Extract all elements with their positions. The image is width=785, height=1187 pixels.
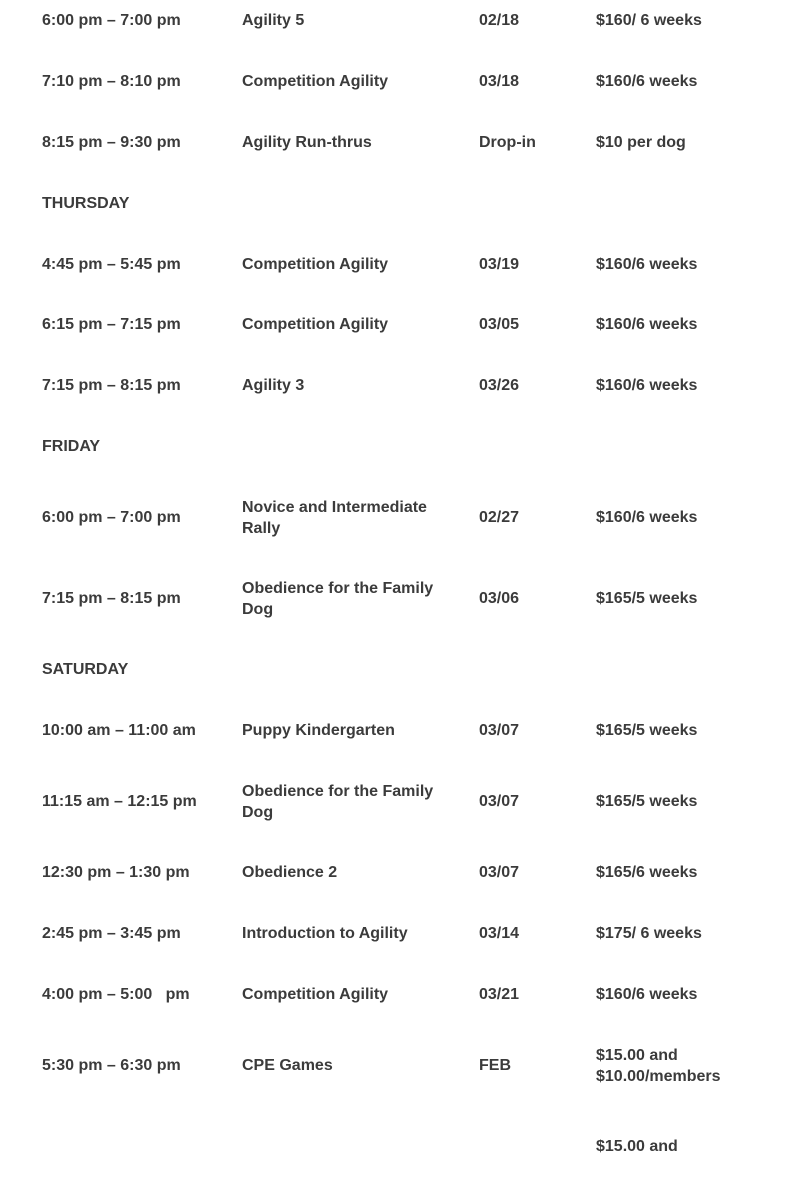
class-row <box>32 355 772 416</box>
class-time: 4:45 pm – 5:45 pm <box>42 255 181 273</box>
class-price: $175/ 6 weeks <box>596 925 702 942</box>
class-start-date: 03/18 <box>479 73 520 90</box>
day-header-row <box>32 173 772 234</box>
class-name: Competition Agility <box>242 255 389 273</box>
class-price: $165/5 weeks <box>596 793 698 810</box>
class-start-date: 03/06 <box>479 590 520 607</box>
class-time: 6:15 pm – 7:15 pm <box>42 316 181 333</box>
class-name: Puppy Kindergarten <box>242 722 395 739</box>
class-price: $15.00 and <box>596 1138 678 1155</box>
class-start-date: 03/26 <box>479 377 520 394</box>
class-time: 5:30 pm – 6:30 pm <box>42 1057 181 1074</box>
class-name: Agility 5 <box>242 12 305 29</box>
class-row <box>32 558 772 639</box>
class-name: Obedience for the Family Dog <box>242 579 434 618</box>
class-time: 11:15 am – 12:15 pm <box>42 793 197 810</box>
class-schedule-table <box>32 0 772 1187</box>
class-start-date: 03/07 <box>479 793 520 810</box>
class-price: $10 per dog <box>596 134 686 151</box>
class-start-date <box>469 1106 586 1187</box>
class-time: 7:15 pm – 8:15 pm <box>42 590 181 607</box>
class-name: Agility Run-thrus <box>242 134 372 151</box>
class-name: Competition Agility <box>242 986 389 1003</box>
class-row <box>32 477 772 558</box>
class-time: 7:10 pm – 8:10 pm <box>42 73 181 90</box>
class-name: Introduction to Agility <box>242 925 408 942</box>
class-price: $160/6 weeks <box>596 316 698 333</box>
class-start-date: Drop-in <box>479 134 536 151</box>
class-name: Novice and Intermediate Rally <box>242 498 427 537</box>
class-row <box>32 903 772 964</box>
class-price: $165/6 weeks <box>596 864 698 881</box>
class-time: 4:00 pm – 5:00 pm <box>42 986 190 1003</box>
class-name: Obedience 2 <box>242 864 338 881</box>
day-header-row <box>32 416 772 477</box>
class-price: $165/5 weeks <box>596 590 698 607</box>
class-name: Competition Agility <box>242 73 389 90</box>
class-row <box>32 294 772 355</box>
class-time: 6:00 pm – 7:00 pm <box>42 509 181 526</box>
class-name: Competition Agility <box>242 316 389 333</box>
class-time <box>32 1106 232 1187</box>
class-time: 12:30 pm – 1:30 pm <box>42 864 190 881</box>
class-row <box>32 964 772 1025</box>
class-row <box>32 234 772 294</box>
class-row <box>32 1106 772 1187</box>
class-row <box>32 51 772 112</box>
class-price: $165/5 weeks <box>596 722 698 739</box>
class-name: Agility 3 <box>242 377 305 394</box>
class-price: $160/6 weeks <box>596 73 698 90</box>
class-row <box>32 761 772 842</box>
class-start-date: 03/07 <box>479 722 520 739</box>
class-start-date: 03/07 <box>479 864 520 881</box>
class-start-date: 03/21 <box>479 986 520 1003</box>
class-price: $160/6 weeks <box>596 509 698 526</box>
class-time: 7:15 pm – 8:15 pm <box>42 377 181 394</box>
class-price: $15.00 and $10.00/members <box>596 1046 721 1085</box>
class-start-date: 02/18 <box>479 12 520 29</box>
class-start-date: 03/19 <box>479 255 520 273</box>
class-start-date: 03/14 <box>479 925 520 942</box>
day-label: SATURDAY <box>42 661 129 678</box>
class-price: $160/ 6 weeks <box>596 12 702 29</box>
class-price: $160/6 weeks <box>596 255 698 273</box>
class-time: 8:15 pm – 9:30 pm <box>42 134 181 151</box>
class-row <box>32 700 772 761</box>
class-row <box>32 1025 772 1106</box>
class-price: $160/6 weeks <box>596 377 698 394</box>
class-time: 10:00 am – 11:00 am <box>42 722 196 739</box>
class-start-date: 03/05 <box>479 316 520 333</box>
class-time: 2:45 pm – 3:45 pm <box>42 925 181 942</box>
day-label: FRIDAY <box>42 438 101 455</box>
class-name: CPE Games <box>242 1057 333 1074</box>
class-start-date: 02/27 <box>479 509 520 526</box>
class-row <box>32 0 772 51</box>
class-name <box>232 1106 469 1187</box>
class-row <box>32 842 772 903</box>
day-label: THURSDAY <box>42 195 130 212</box>
class-row <box>32 112 772 173</box>
class-time: 6:00 pm – 7:00 pm <box>42 12 181 29</box>
day-header-row <box>32 639 772 700</box>
class-start-date: FEB <box>479 1057 511 1074</box>
class-price: $160/6 weeks <box>596 986 698 1003</box>
class-name: Obedience for the Family Dog <box>242 782 434 821</box>
